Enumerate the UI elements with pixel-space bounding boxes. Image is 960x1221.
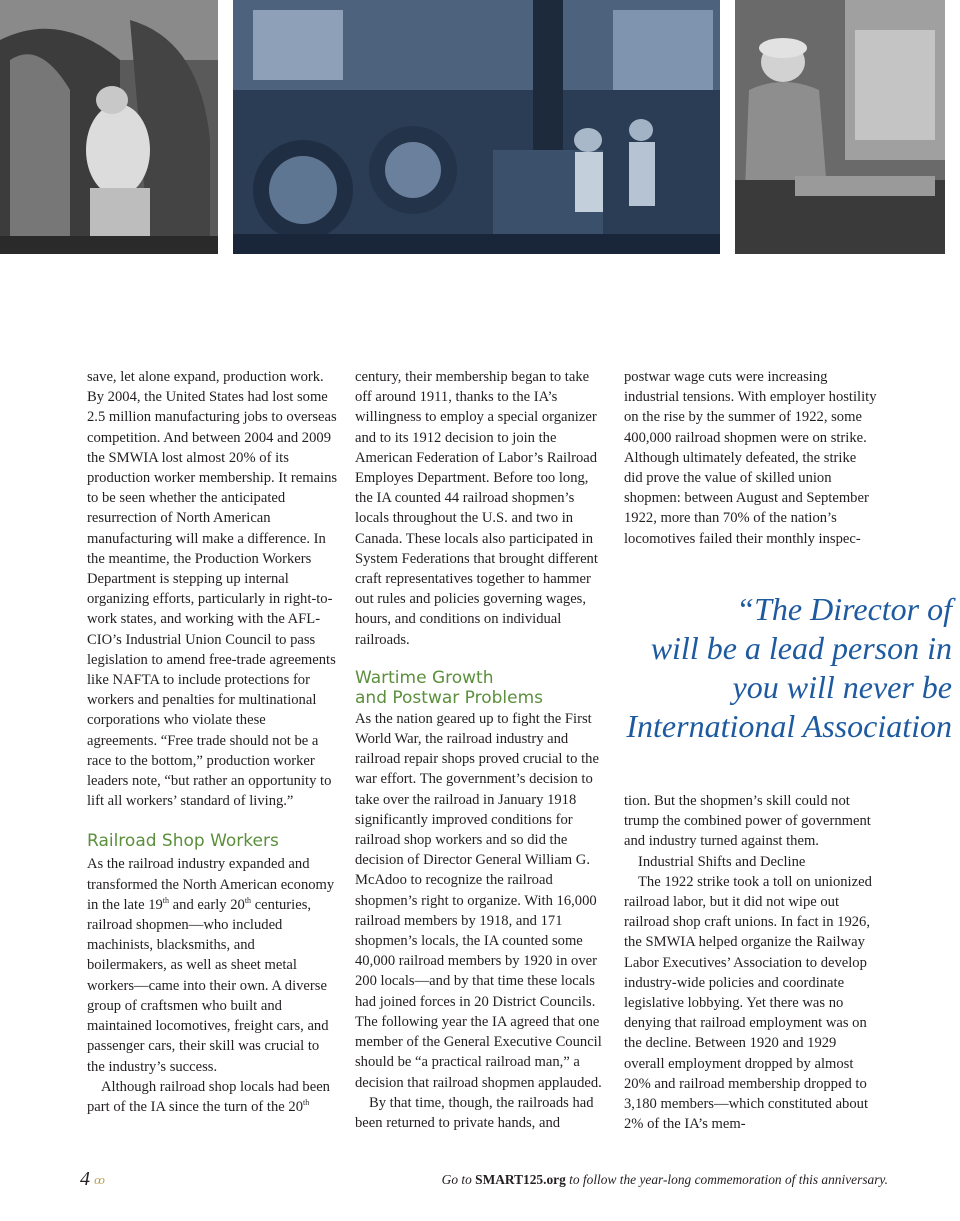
photo-railroad-shop	[233, 0, 720, 254]
pull-quote-line: “The Director of	[736, 591, 952, 627]
superscript: th	[244, 896, 252, 906]
superscript: th	[303, 1098, 310, 1108]
pull-quote-line: will be a lead person in	[650, 630, 952, 666]
body-paragraph: As the nation geared up to fight the First World War, the railroad industry and railroad repair shops proved crucial to the war effort. The government’s decision to take over the railroad in January 1918 significantly improved conditions for railroad shop workers and so did the decision of Director General William G. McAdoo to recognize the railroad shopmen’s right to organize. With 16,000 railroad members by 1918, and 171 shopmen’s locals, the IA counted some 40,000 railroad members by 1920 in over 200 locals—and by that time these locals had joined forces in 20 District Councils. The following year the IA agreed that one member of the General Executive Council should be “a practical railroad man,” a decision that railroad shopmen applauded.	[355, 710, 602, 1091]
body-paragraph: postwar wage cuts were increasing industrial tensions. With employer hostility on the rise by the summer of 1922, some 400,000 railroad shopmen were on strike. Although ultimately defeated, the strike did prove the value of skilled union shopmen: between August and September 1922, more than 70% of the nation’s locomotives failed their monthly inspec-	[624, 369, 877, 547]
text-column-3-top	[624, 367, 878, 549]
pull-quote-line: you will never be	[732, 669, 952, 705]
photo-center-image	[233, 0, 720, 254]
body-paragraph: By that time, though, the railroads had been returned to private hands, and	[355, 1094, 594, 1131]
body-paragraph: The 1922 strike took a toll on unionized railroad labor, but it did not wipe out railroad shop craft unions. In fact in 1926, the SMWIA helped organize the Railway Labor Executives’ Association to develop industry-wide policies and coordinate legislative lobbying. Yet there was no denying that railroad employment was on the decline. Between 1920 and 1929 overall employment dropped by almost 20% and railroad membership dropped to 3,180 members—which constituted about 2% of the IA’s mem-	[624, 873, 872, 1133]
footer-suffix: to follow the year-long commemoration of this anniversary.	[565, 1172, 888, 1187]
text-column-2	[355, 367, 607, 1133]
footer-prefix: Go to	[441, 1172, 476, 1187]
pull-quote	[552, 590, 952, 746]
ornament-icon: ꝏ	[94, 1175, 105, 1187]
photo-right-image	[735, 0, 945, 254]
body-paragraph: tion. But the shopmen’s skill could not trump the combined power of government and industry turned against them.	[624, 793, 871, 850]
text-run: Although railroad shop locals had been part of the IA since the turn of the 20	[87, 1078, 330, 1115]
photo-worker-bench	[735, 0, 945, 254]
text-run: As the railroad industry expanded and transformed the North American economy in the late 19	[87, 856, 335, 913]
body-paragraph: century, their membership began to take off around 1911, thanks to the IA’s willingness to employ a special organizer and to its 1912 decision to join the American Federation of Labor’s Railroad Employes Department. Before too long, the IA counted 44 railroad shopmen’s locals throughout the U.S. and two in Canada. These locals also participated in System Federations that brought different craft representatives together to hammer out rules and policies governing wages, hours, and conditions on individual railroads.	[355, 369, 598, 648]
heading-line: and Postwar Problems	[355, 687, 544, 708]
text-column-3-bottom	[624, 791, 878, 1134]
body-paragraph: save, let alone expand, production work. By 2004, the United States had lost some 2.5 million manufacturing jobs to overseas competition. And between 2004 and 2009 the SMWIA lost almost 20% of its production worker membership. It remains to be seen whether the anticipated resurrection of North American manufacturing will make a difference. In the meantime, the Production Workers Department is stepping up internal organizing efforts, particularly in right-to-work states, and working with the AFL-CIO’s Industrial Union Council to pass legislation to amend free-trade agreements like NAFTA to include protections for workers and penalties for multinational corporations who violate these agreements. “Free trade should not be a race to the bottom,” production worker leaders note, “but rather an opportunity to lift all workers’ standard of living.”	[87, 369, 338, 810]
photo-left-image	[0, 0, 218, 254]
section-heading-railroad-shop-workers: Railroad Shop Workers	[87, 831, 279, 852]
heading-line: Wartime Growth	[355, 667, 494, 688]
page-number: 4	[80, 1168, 90, 1190]
subheading-industrial-shifts: Industrial Shifts and Decline	[638, 853, 806, 870]
footer-site-link[interactable]: SMART125.org	[475, 1172, 566, 1187]
pull-quote-line: International Association	[626, 708, 952, 744]
footer-promo	[442, 1172, 888, 1188]
text-run: centuries, railroad shopmen—who included machinists, blacksmiths, and boilermakers, as well as sheet metal workers—came into their own. A diverse group of craftsmen who built and maintained locomotives, freight cars, and passenger cars, their skill was crucial to the industry’s success.	[87, 896, 329, 1075]
photo-worker-machine	[0, 0, 218, 254]
body-paragraph	[87, 1077, 338, 1117]
text-run: and early 20	[169, 896, 245, 913]
text-column-1	[87, 367, 338, 1117]
superscript: th	[162, 896, 170, 906]
body-paragraph	[87, 854, 338, 1076]
